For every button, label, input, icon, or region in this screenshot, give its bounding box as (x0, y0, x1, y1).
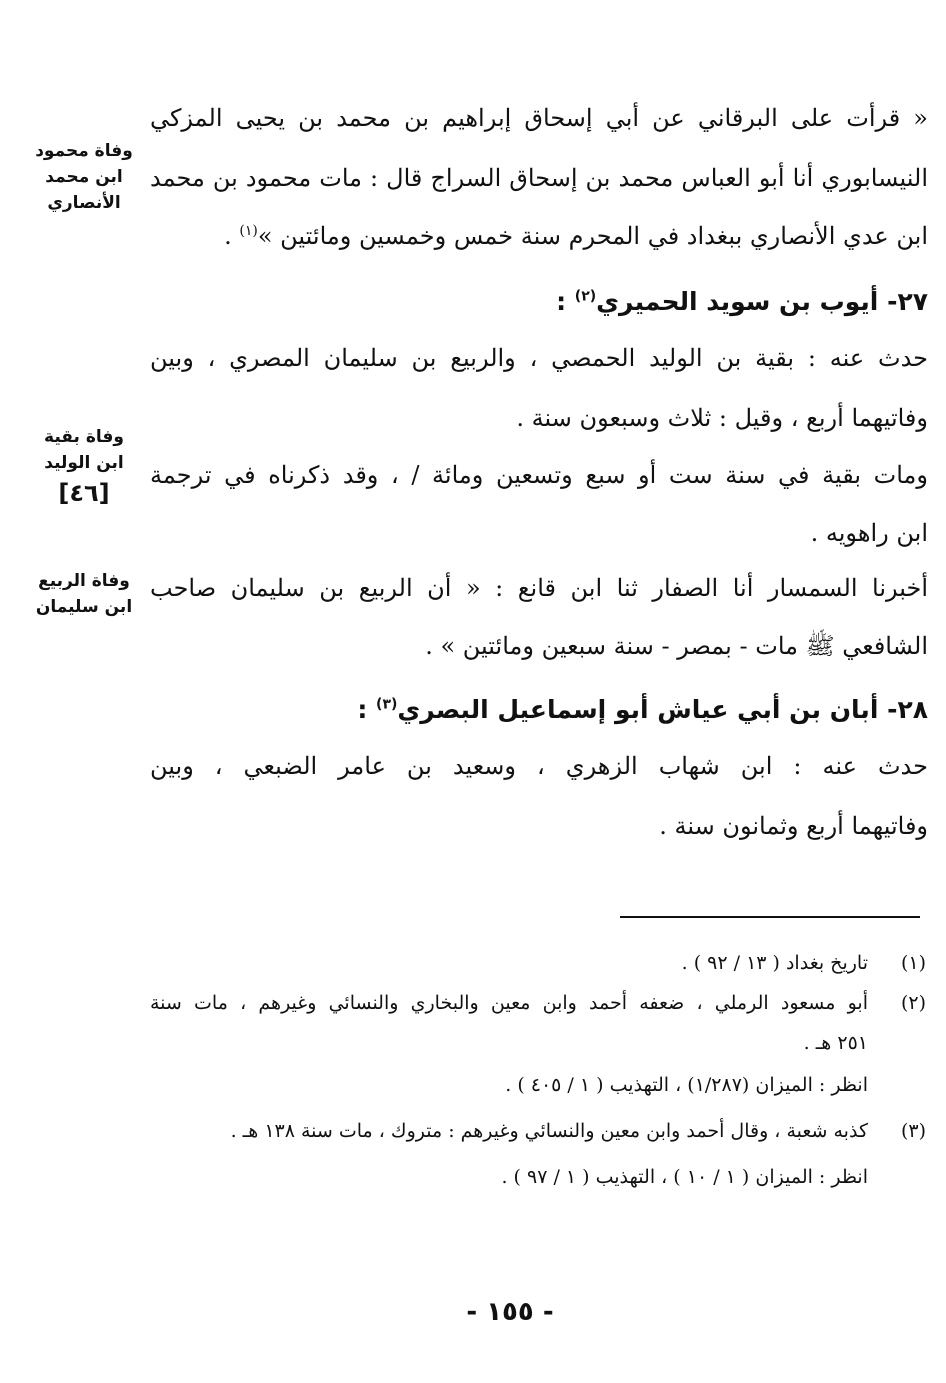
entry-title: ٢٧- أيوب بن سويد الحميري (596, 287, 928, 316)
footnote-text: انظر : الميزان (١/٢٨٧) ، التهذيب ( ١ / ٤٠٥ ) . (505, 1074, 868, 1096)
paragraph-end: . (224, 222, 240, 250)
page-number: - ١٥٥ - (466, 1297, 554, 1327)
paragraph-line: حدث عنه : بقية بن الوليد الحمصي ، والربيع بن سليمان المصري ، وبين (150, 344, 928, 372)
manuscript-page-ref: [٤٦] (58, 479, 110, 507)
footnote-text: ٢٥١ هـ . (803, 1032, 868, 1054)
footnote-marker: (٣) (376, 696, 398, 713)
paragraph-line: حدث عنه : ابن شهاب الزهري ، وسعيد بن عامر الضبعي ، وبين (150, 752, 928, 780)
footnote-text: أبو مسعود الرملي ، ضعفه أحمد وابن معين والبخاري والنسائي وغيرهم ، مات سنة (150, 992, 868, 1014)
margin-note-mahmoud (20, 138, 148, 216)
margin-note-line: الأنصاري (47, 193, 121, 213)
paragraph-line: « قرأت على البرقاني عن أبي إسحاق إبراهيم بن محمد بن يحيى المزكي (150, 104, 928, 132)
paragraph-text: ابن عدي الأنصاري ببغداد في المحرم سنة خمس وخمسين ومائتين » (257, 222, 928, 250)
margin-note-line: ابن محمد (45, 167, 123, 187)
entry-heading-27 (300, 282, 928, 322)
margin-note-baqiya (20, 424, 148, 510)
entry-colon: : (357, 695, 377, 724)
paragraph-line: ابن راهويه . (810, 519, 928, 547)
margin-note-line: وفاة الربيع (38, 571, 130, 591)
footnote-separator (620, 916, 920, 918)
footnote-marker: (١) (239, 223, 258, 239)
paragraph-line: أخبرنا السمسار أنا الصفار ثنا ابن قانع : « أن الربيع بن سليمان صاحب (150, 574, 928, 602)
margin-note-rabi (20, 568, 148, 620)
footnote-text: انظر : الميزان ( ١ / ١٠ ) ، التهذيب ( ١ / ٩٧ ) . (501, 1166, 868, 1188)
footnote-number: (١) (900, 952, 926, 974)
paragraph-line: ومات بقية في سنة ست أو سبع وتسعين ومائة / ، وقد ذكرناه في ترجمة (150, 461, 928, 489)
margin-note-line: ابن سليمان (35, 597, 133, 617)
footnote-number: (٣) (900, 1120, 926, 1142)
entry-colon: : (556, 287, 575, 316)
paragraph-line: الشافعي ﷺ مات - بمصر - سنة سبعين ومائتين » . (425, 632, 928, 660)
footnote-marker: (٢) (574, 288, 597, 305)
paragraph-line: وفاتيهما أربع ، وقيل : ثلاث وسبعون سنة . (516, 404, 928, 432)
footnote-number: (٢) (900, 992, 926, 1014)
margin-note-line: وفاة بقية (44, 427, 124, 447)
margin-note-line: ابن الوليد (44, 453, 124, 473)
footnote-text: تاريخ بغداد ( ١٣ / ٩٢ ) . (681, 952, 868, 974)
margin-note-line: وفاة محمود (35, 141, 133, 161)
entry-title: ٢٨- أبان بن أبي عياش أبو إسماعيل البصري (397, 695, 928, 724)
paragraph-line: وفاتيهما أربع وثمانون سنة . (659, 812, 928, 840)
paragraph-line: النيسابوري أنا أبو العباس محمد بن إسحاق السراج قال : مات محمود بن محمد (150, 164, 928, 192)
entry-heading-28 (300, 690, 928, 730)
paragraph-line (150, 216, 928, 256)
footnote-text: كذبه شعبة ، وقال أحمد وابن معين والنسائي وغيرهم : متروك ، مات سنة ١٣٨ هـ . (230, 1120, 868, 1142)
